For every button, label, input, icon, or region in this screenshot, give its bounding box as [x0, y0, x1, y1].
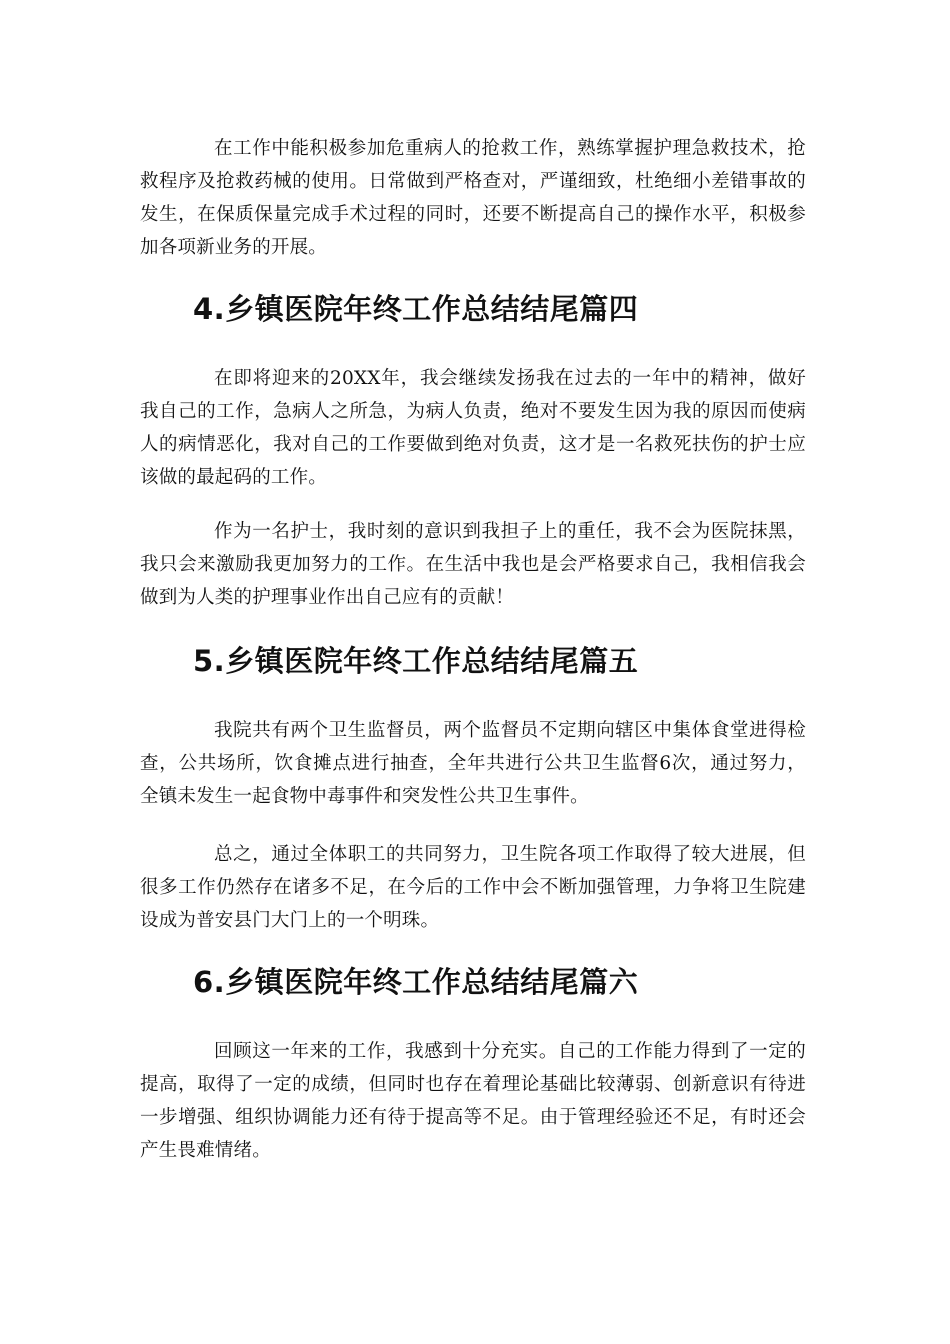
- paragraph-year-review: 回顾这一年来的工作，我感到十分充实。自己的工作能力得到了一定的提高，取得了一定的成绩，但同时也存在着理论基础比较薄弱、创新意识有待进一步增强、组织协调能力还有待于提高等不足。由于管理经验还不足，有时还会产生畏难情绪。: [140, 1041, 806, 1161]
- heading-section-4: 4.乡镇医院年终工作总结结尾篇四: [193, 292, 639, 326]
- paragraph-nurse-responsibility: 作为一名护士，我时刻的意识到我担子上的重任，我不会为医院抹黑，我只会来激励我更加努力的工作。在生活中我也是会严格要求自己，我相信我会做到为人类的护理事业作出自己应有的贡献！: [140, 521, 806, 608]
- heading-section-6: 6.乡镇医院年终工作总结结尾篇六: [193, 965, 639, 999]
- paragraph-health-inspectors: 我院共有两个卫生监督员，两个监督员不定期向辖区中集体食堂进得检查，公共场所，饮食摊点进行抽查，全年共进行公共卫生监督6次，通过努力，全镇未发生一起食物中毒事件和突发性公共卫生事件。: [140, 720, 806, 807]
- heading-section-5: 5.乡镇医院年终工作总结结尾篇五: [193, 644, 639, 678]
- paragraph-coming-year: 在即将迎来的20XX年，我会继续发扬我在过去的一年中的精神，做好我自己的工作，急病人之所急，为病人负责，绝对不要发生因为我的原因而使病人的病情恶化，我对自己的工作要做到绝对负责，这才是一名救死扶伤的护士应该做的最起码的工作。: [140, 368, 806, 488]
- paragraph-conclusion: 总之，通过全体职工的共同努力，卫生院各项工作取得了较大进展，但很多工作仍然存在诸多不足，在今后的工作中会不断加强管理，力争将卫生院建设成为普安县门大门上的一个明珠。: [140, 844, 806, 931]
- paragraph-rescue-work: 在工作中能积极参加危重病人的抢救工作，熟练掌握护理急救技术，抢救程序及抢救药械的使用。日常做到严格查对，严谨细致，杜绝细小差错事故的发生，在保质保量完成手术过程的同时，还要不断提高自己的操作水平，积极参加各项新业务的开展。: [140, 138, 806, 258]
